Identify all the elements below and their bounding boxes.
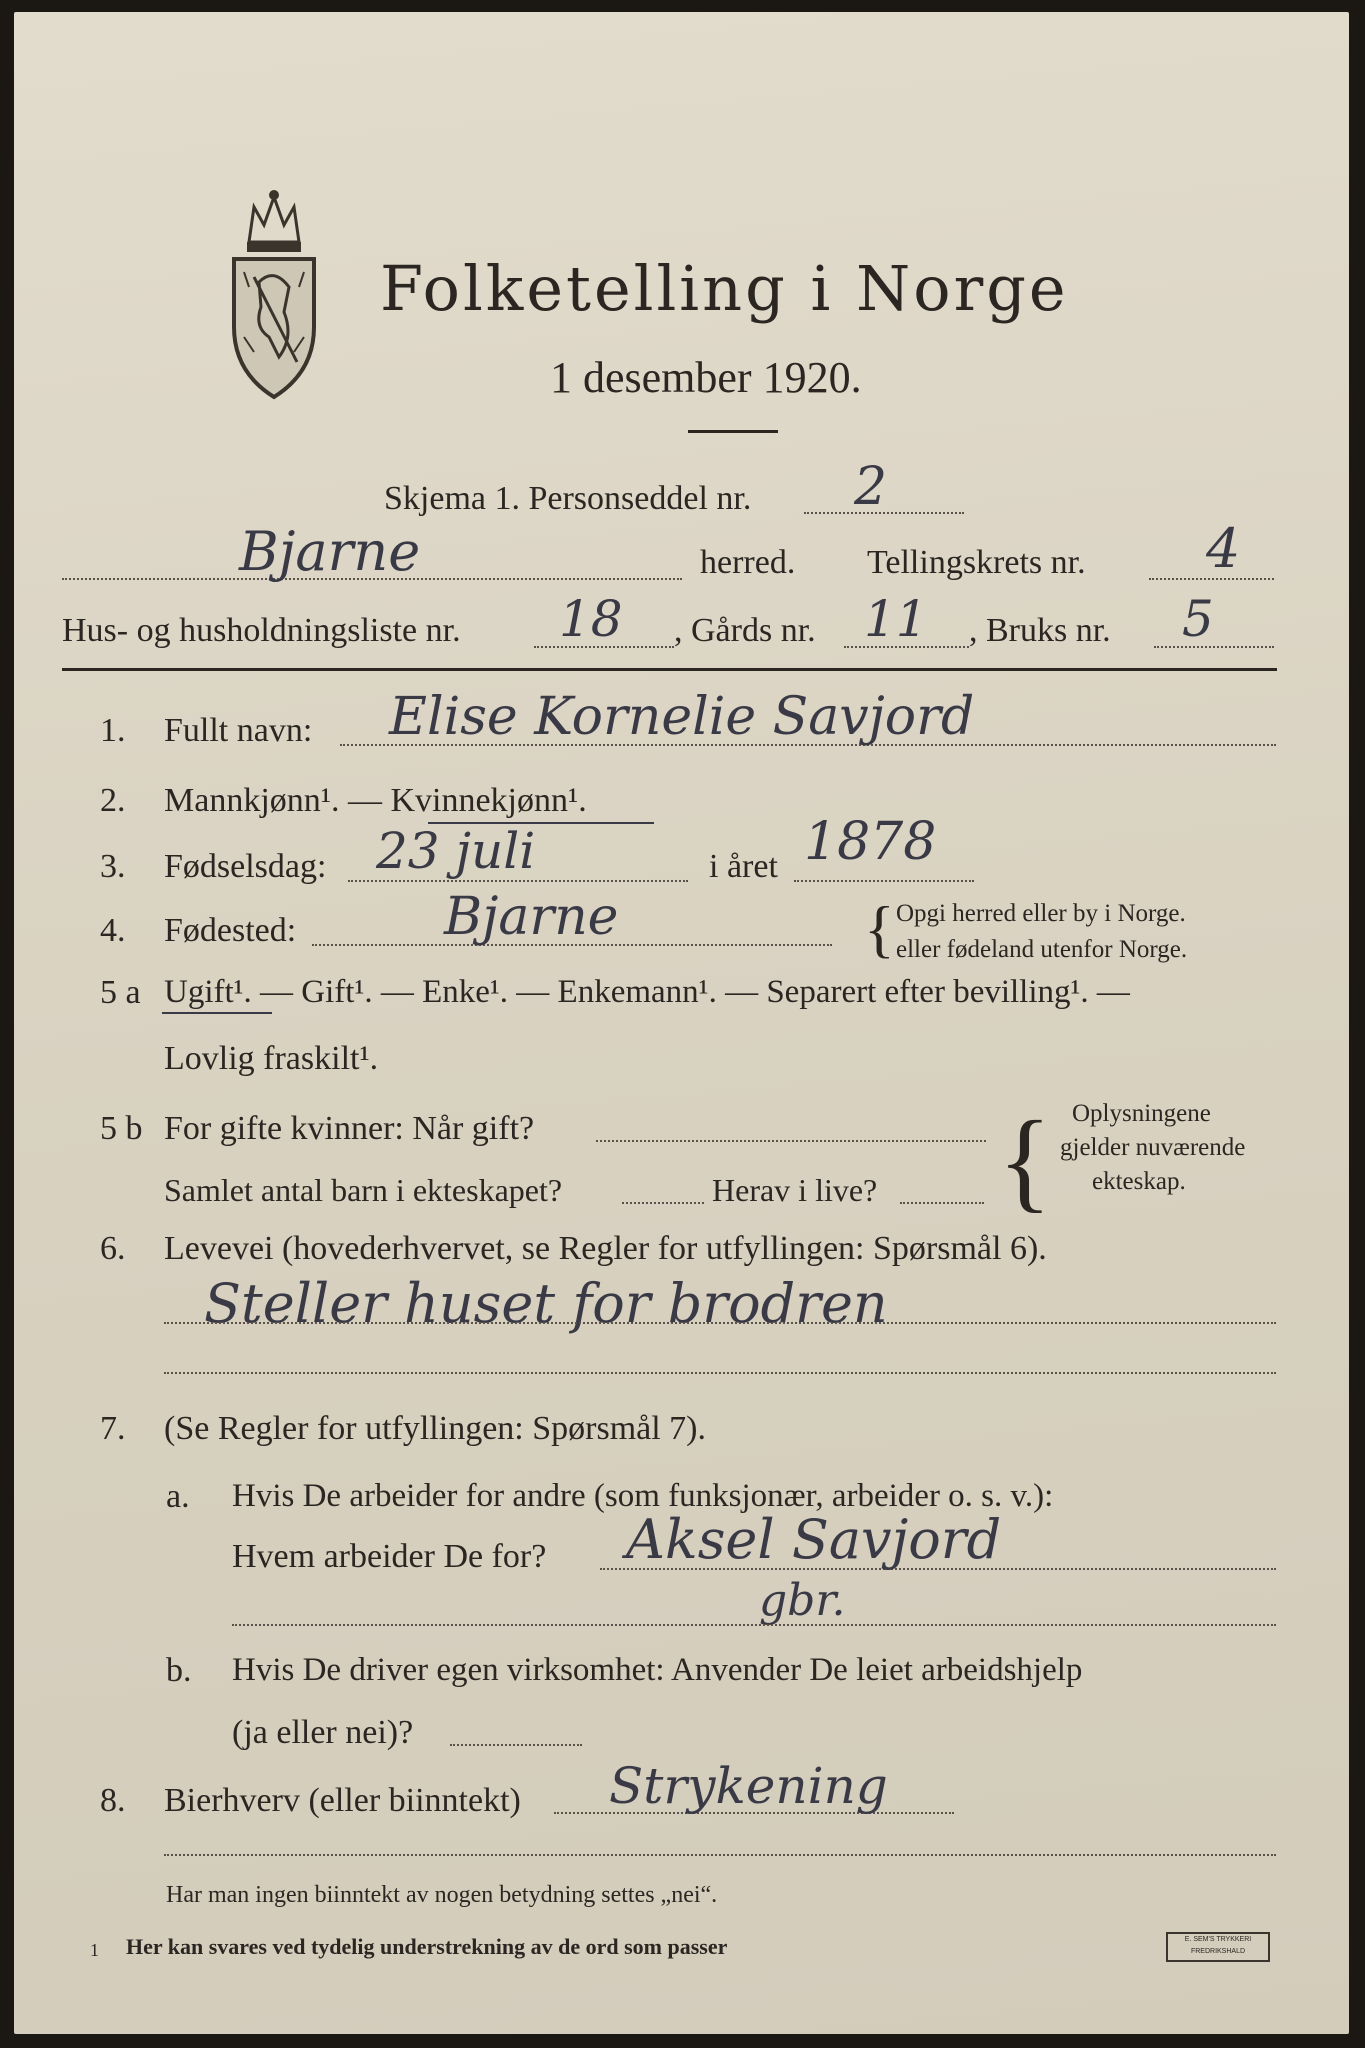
q2-number: 2. <box>100 782 126 819</box>
employer-note: gbr. <box>759 1575 846 1626</box>
census-form-page: Folketelling i Norge 1 desember 1920. Skjema 1. Personseddel nr. 2 Bjarne herred. Tellingskrets nr. 4 Hus- og husholdningsliste nr. 18 , Gårds nr. 11 , Bruks nr. 5 1. Fullt navn: Elise Kornelie Savjord 2. Mannkjønn¹. — Kvinnekjønn¹. 3. Fødselsdag: 23 juli i året 1878 4. Fødested: Bjarne { Opgi herred eller by i Norge. eller fødeland utenfor Norge. 5 a Ugift¹. — Gift¹. — Enke¹. — Enkemann¹. — Separert efter bevilling¹. — Lovlig fraskilt¹. 5 b For gifte kvinner: Når gift? Samlet antal barn i ekteskapet? Herav i live? { Oplysningene gjelder nuværende ekteskap. 6. Levevei (hovederhvervet, se Regler for utfyllingen: Spørsmål 6). Steller huset for brodren 7. (Se Regler for utfyllingen: Spørsmål 7). a. Hvis De arbeider for andre (som funksjonær, arbeider o. s. v.): Hvem arbeider De for? Aksel Savjord gbr. b. Hvis De driver egen virksomhet: Anvender De leiet arbeidshjelp (ja eller nei)? 8. Bierhverv (eller biinntekt) Strykening Har man ingen biinntekt av nogen betydning settes „nei“. 1 Her kan svares ved tydelig understrekning av de ord som passer E. SEM'S TRYKKERI FREDRIKSHALD <box>14 12 1349 2034</box>
form-date: 1 desember 1920. <box>550 353 862 402</box>
q6-number: 6. <box>100 1230 126 1267</box>
tellingskrets-nr: 4 <box>1206 517 1241 580</box>
ugift-underline <box>162 1012 272 1014</box>
skjema-label: Skjema 1. Personseddel nr. <box>384 480 752 517</box>
q5b-married-label: For gifte kvinner: Når gift? <box>164 1110 535 1147</box>
year-label: i året <box>709 848 778 885</box>
herred-value: Bjarne <box>239 520 421 583</box>
footnote-text: Her kan svares ved tydelig understrekning av de ord som passer <box>126 1934 728 1959</box>
q5b-number: 5 b <box>100 1110 143 1147</box>
q6-label: Levevei (hovederhvervet, se Regler for utfyllingen: Spørsmål 6). <box>164 1230 1047 1267</box>
gards-label: , Gårds nr. <box>674 612 816 649</box>
q1-number: 1. <box>100 712 126 749</box>
q5b-note-line3: ekteskap. <box>1092 1168 1186 1195</box>
q7a-line2: Hvem arbeider De for? <box>232 1538 547 1575</box>
birthplace-value: Bjarne <box>444 887 619 947</box>
q3-label: Fødselsdag: <box>164 848 327 885</box>
gender-options: Mannkjønn¹. — Kvinnekjønn¹. <box>164 782 587 819</box>
q8-number: 8. <box>100 1782 126 1819</box>
bruks-nr: 5 <box>1182 590 1214 648</box>
q3-number: 3. <box>100 848 126 885</box>
personseddel-nr: 2 <box>854 457 888 517</box>
q5a-number: 5 a <box>100 974 141 1011</box>
tellingskrets-label: Tellingskrets nr. <box>867 544 1086 581</box>
marital-options: Ugift¹. — Gift¹. — Enke¹. — Enkemann¹. — Separert efter bevilling¹. — <box>164 974 1130 1010</box>
header-rule <box>62 668 1277 671</box>
herred-label: herred. <box>700 544 796 581</box>
birthday-value: 23 juli <box>376 822 536 880</box>
form-title: Folketelling i Norge <box>380 252 1069 325</box>
marital-options-line2: Lovlig fraskilt¹. <box>164 1040 379 1077</box>
hus-label: Hus- og husholdningsliste nr. <box>62 612 461 649</box>
q8-label: Bierhverv (eller biinntekt) <box>164 1782 521 1819</box>
q5b-note-line1: Oplysningene <box>1072 1100 1211 1127</box>
bruks-label: , Bruks nr. <box>969 612 1111 649</box>
full-name-value: Elise Kornelie Savjord <box>389 687 975 747</box>
q7b-line1: Hvis De driver egen virksomhet: Anvender De leiet arbeidshjelp <box>232 1652 1083 1688</box>
q7-number: 7. <box>100 1410 126 1447</box>
norway-coat-of-arms-icon <box>219 187 329 402</box>
q7-label: (Se Regler for utfyllingen: Spørsmål 7). <box>164 1410 707 1447</box>
employer-value: Aksel Savjord <box>626 1508 1002 1571</box>
q4-label: Fødested: <box>164 912 297 949</box>
side-income-value: Strykening <box>609 1757 888 1815</box>
q5b-alive-label: Herav i live? <box>712 1172 878 1208</box>
footer-note: Har man ingen biinntekt av nogen betydning settes „nei“. <box>166 1882 718 1908</box>
q7b-line2: (ja eller nei)? <box>232 1714 414 1751</box>
q7b-letter: b. <box>166 1652 192 1689</box>
occupation-value: Steller huset for brodren <box>204 1272 888 1335</box>
printer-stamp: E. SEM'S TRYKKERI FREDRIKSHALD <box>1166 1932 1270 1962</box>
q5b-children-label: Samlet antal barn i ekteskapet? <box>164 1172 563 1208</box>
q4-number: 4. <box>100 912 126 949</box>
q5b-note-line2: gjelder nuværende <box>1060 1134 1246 1161</box>
footnote-mark: 1 <box>90 1940 99 1960</box>
q7a-line1: Hvis De arbeider for andre (som funksjonær, arbeider o. s. v.): <box>232 1478 1054 1514</box>
birthplace-note-line2: eller fødeland utenfor Norge. <box>896 936 1188 963</box>
q7a-letter: a. <box>166 1478 190 1515</box>
birthplace-note-line1: Opgi herred eller by i Norge. <box>896 900 1186 927</box>
q1-label: Fullt navn: <box>164 712 313 749</box>
gards-nr: 11 <box>864 590 928 648</box>
title-divider <box>688 430 778 433</box>
birth-year-value: 1878 <box>804 812 937 872</box>
hus-nr: 18 <box>559 590 623 648</box>
